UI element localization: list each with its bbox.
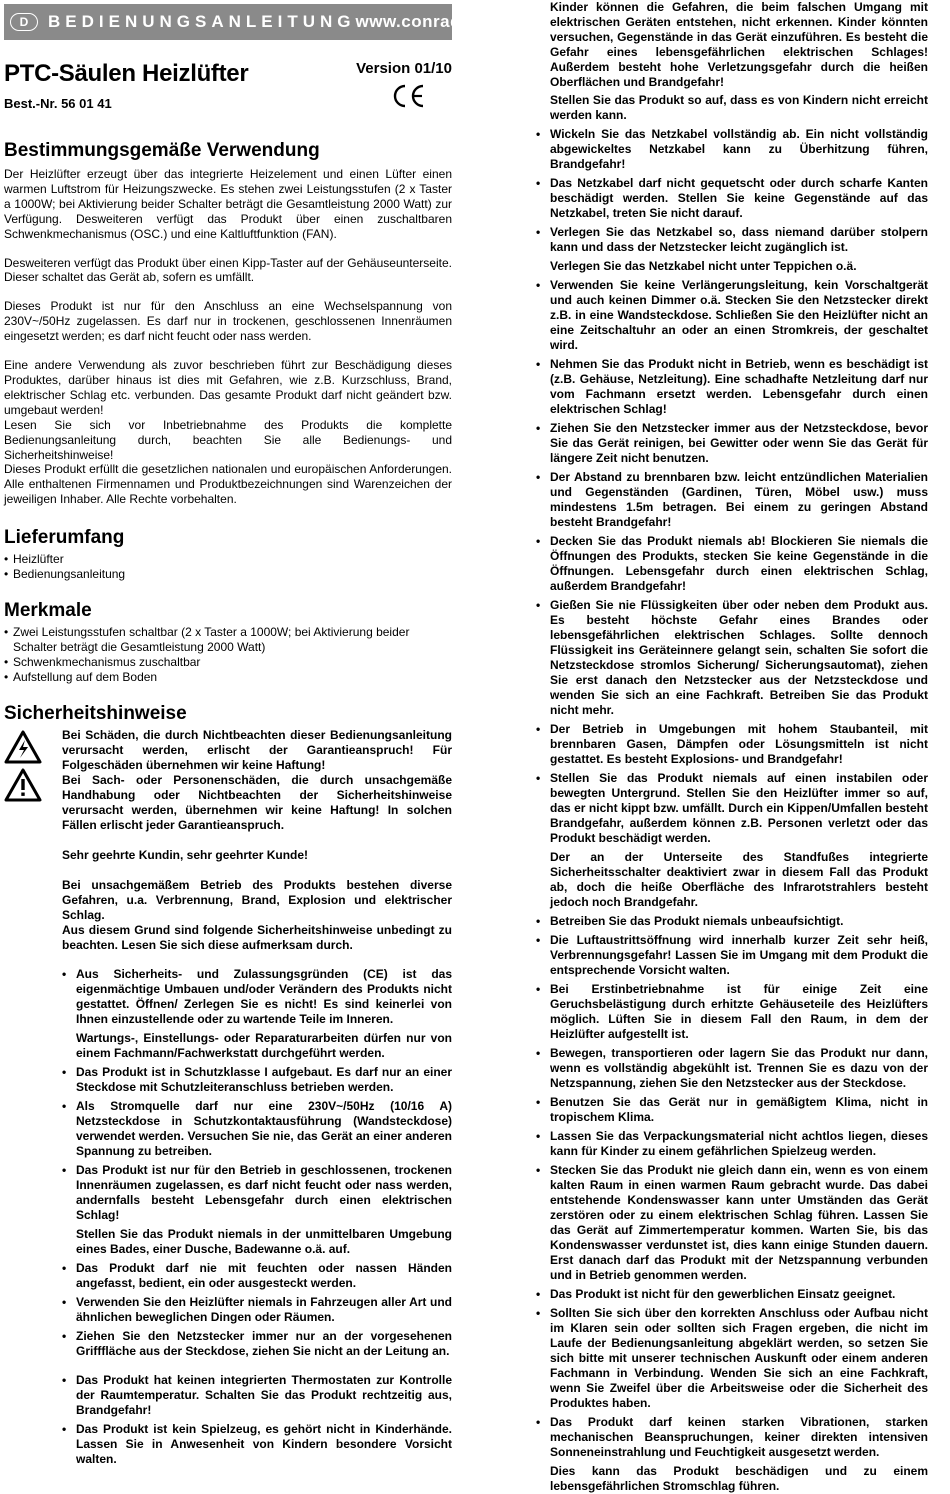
delivery-list	[4, 552, 452, 582]
usage-paragraph: Eine andere Verwendung als zuvor beschrieben führt zur Beschädigung dieses Produktes, darüber hinaus ist dies mit Gefahren, wie z.B. Kurzschluss, Brand, elektrischer Schlag etc. verbunden. Das gesamte Produkt darf nicht geändert bzw. umgebaut werden!	[4, 358, 452, 417]
list-item: • Der Abstand zu brennbaren bzw. leicht entzündlichen Materialien und Gegenständen (Gardinen, Türen, Möbel usw.) muss mindestens 1.5m betragen. Bei einem zu geringen Abstand besteht Brandgefahr!	[536, 470, 928, 530]
list-item: • Das Produkt ist nur für den Betrieb in geschlossenen, trockenen Innenräumen zugelassen, es darf nicht feucht oder nass werden, andernfalls besteht Lebensgefahr durch einen elektrischen Schlag! Stellen Sie das Produkt niemals in der unmittelbaren Umgebung eines Bades, einer Dusche, Badewanne o.ä. auf.	[62, 1163, 452, 1257]
list-item: • Das Produkt ist kein Spielzeug, es gehört nicht in Kinderhände. Lassen Sie in Anwesenheit von Kindern besondere Vorsicht walten.	[62, 1422, 452, 1467]
usage-heading: Bestimmungsgemäße Verwendung	[4, 140, 320, 161]
safety-heading: Sicherheitshinweise	[4, 702, 187, 724]
list-item: • Ziehen Sie den Netzstecker immer nur an der vorgesehenen Grifffläche aus der Steckdose, ziehen Sie nicht an der Leitung an.	[62, 1329, 452, 1359]
list-item: • Benutzen Sie das Gerät nur in gemäßigtem Klima, nicht in tropischem Klima.	[536, 1095, 928, 1125]
features-heading: Merkmale	[4, 599, 92, 621]
list-item: • Lassen Sie das Verpackungsmaterial nicht achtlos liegen, dieses kann für Kinder zu einem gefährlichen Spielzeug werden.	[536, 1129, 928, 1159]
usage-section	[4, 140, 452, 507]
list-item: • Zwei Leistungsstufen schaltbar (2 x Taster a 1000W; bei Aktivierung beider Schalter beträgt die Gesamtleistung 2000 Watt)	[4, 625, 452, 655]
safety-list-left	[62, 967, 452, 1467]
usage-paragraph: Dieses Produkt ist nur für den Anschluss an eine Wechselspannung von 230V~/50Hz zugelassen. Es darf nur in trockenen, geschlossenen Innenräumen eingesetzt werden; es darf nicht feucht oder nass werden.	[4, 299, 452, 344]
language-badge: D	[10, 13, 38, 31]
product-title: PTC-Säulen Heizlüfter	[4, 60, 249, 87]
list-item: • Verlegen Sie das Netzkabel so, dass niemand darüber stolpern kann und dass der Netzstecker leicht zugänglich ist. Verlegen Sie das Netzkabel nicht unter Teppichen o.ä.	[536, 225, 928, 274]
electric-warning-icon	[4, 730, 42, 764]
greeting: Sehr geehrte Kundin, sehr geehrter Kunde!	[62, 847, 309, 862]
ce-mark-icon	[390, 82, 426, 110]
list-item: • Der Betrieb in Umgebungen mit hohem Staubanteil, mit brennbaren Gasen, Dämpfen oder Lösungsmitteln ist nicht gestattet. Es besteht Explosions- und Brandgefahr!	[536, 722, 928, 767]
features-list	[4, 625, 452, 685]
list-item: • Sollten Sie sich über den korrekten Anschluss oder Aufbau nicht im Klaren sein oder sollten sich Fragen ergeben, die nicht im Laufe der Bedienungsanleitung abgeklärt werden, so setzen Sie sich bitte mit unserer technischen Auskunft oder einem anderen Fachmann in Verbindung. Wenden Sie sich an eine Fachkraft, wenn Sie Zweifel über die Arbeitsweise oder die Sicherheit des Produktes haben.	[536, 1306, 928, 1411]
header-banner	[4, 4, 503, 40]
list-item: • Wickeln Sie das Netzkabel vollständig ab. Ein nicht vollständig abgewickeltes Netzkabel kann zu Überhitzung führen, Brandgefahr!	[536, 127, 928, 172]
attention-text: Aus diesem Grund sind folgende Sicherheitshinweise unbedingt zu beachten. Lesen Sie sich diese aufmerksam durch.	[62, 922, 452, 952]
usage-paragraph: Dieses Produkt erfüllt die gesetzlichen nationalen und europäischen Anforderungen. Alle enthaltenen Firmennamen und Produktbezeichnungen sind Warenzeichen der jeweiligen Inhaber. Alle Rechte vorbehalten.	[4, 462, 452, 507]
usage-paragraph: Lesen Sie sich vor Inbetriebnahme des Produkts die komplette Bedienungsanleitung durch, beachten Sie alle Bedienungs- und Sicherheitshinweise!	[4, 417, 452, 462]
list-item: • Decken Sie das Produkt niemals ab! Blockieren Sie niemals die Öffnungen des Produkts, stecken Sie keine Gegenstände in die Öffnungen. Lebensgefahr durch einen elektrischen Schlag, außerdem Brandgefahr!	[536, 534, 928, 594]
delivery-heading: Lieferumfang	[4, 527, 125, 549]
list-item: • Das Produkt ist nicht für den gewerblichen Einsatz geeignet.	[536, 1287, 928, 1302]
order-number: Best.-Nr. 56 01 41	[4, 96, 112, 111]
list-item: • Das Produkt darf nie mit feuchten oder nassen Händen angefasst, bedient, ein oder ausgesteckt werden.	[62, 1261, 452, 1291]
list-item: • Stellen Sie das Produkt niemals auf einen instabilen oder bewegten Untergrund. Stellen Sie den Heizlüfter immer so auf, das er nicht kippt bzw. umfällt. Durch ein Kippen/Umfallen besteht Brandgefahr, außerdem können z.B. Personen verletzt oder das Produkt beschädigt werden. Der an der Unterseite des Standfußes integrierte Sicherheitsschalter deaktiviert zwar in diesem Fall das Produkt ab, doch die heiße Oberfläche des Infrarotstrahlers besteht jedoch noch Brandgefahr.	[536, 771, 928, 910]
list-item: • Das Produkt ist in Schutzklasse I aufgebaut. Es darf nur an einer Steckdose mit Schutzleiteranschluss betrieben werden.	[62, 1065, 452, 1095]
list-item: • Als Stromquelle darf nur eine 230V~/50Hz (10/16 A) Netzsteckdose in Schutzkontaktausführung (Wandsteckdose) verwendet werden. Versuchen Sie nie, das Gerät an einer anderen Spannung zu betreiben.	[62, 1099, 452, 1159]
right-column	[536, 0, 928, 1494]
list-item: • Bewegen, transportieren oder lagern Sie das Produkt nur dann, wenn es vollständig abgekühlt ist. Trennen Sie es dazu von der Netzspannung, ziehen Sie den Netzstecker aus der Steckdose.	[536, 1046, 928, 1091]
title-row	[4, 40, 452, 122]
list-item: • Nehmen Sie das Produkt nicht in Betrieb, wenn es beschädigt ist (z.B. Gehäuse, Netzleitung). Eine schadhafte Netzleitung darf nur vom Fachmann ersetzt werden. Lebensgefahr durch einen elektrischen Schlag!	[536, 357, 928, 417]
features-section	[4, 600, 452, 685]
version-label: Version 01/10	[356, 60, 452, 77]
warranty-notice: Bei Schäden, die durch Nichtbeachten dieser Bedienungsanleitung verursacht werden, erlischt der Garantieanspruch! Für Folgeschäden übernehmen wir keine Haftung!	[62, 727, 452, 772]
list-item: • Die Luftaustrittsöffnung wird innerhalb kurzer Zeit sehr heiß, Verbrennungsgefahr! Lassen Sie im Umgang mit dem Produkt die entsprechende Vorsicht walten.	[536, 933, 928, 978]
left-column	[4, 4, 503, 1467]
list-item: • Das Produkt hat keinen integrierten Thermostaten zur Kontrolle der Raumtemperatur. Schalten Sie das Produkt rechtzeitig aus, Brandgefahr!	[62, 1373, 452, 1418]
safety-section	[4, 703, 452, 1467]
list-item: • Gießen Sie nie Flüssigkeiten über oder neben dem Produkt aus. Es besteht höchste Gefahr eines Brandes oder lebensgefährlichen elektrischen Schlages. Sollte dennoch Flüssigkeit ins Geräteinnere gelangt sein, schalten Sie sofort die Netzsteckdose stromlos Sicherung/ Sicherungsautomat), ziehen Sie erst danach den Netzstecker aus der Netzsteckdose und wenden Sie sich an eine Fachkraft. Betreiben Sie das Produkt nicht mehr.	[536, 598, 928, 718]
list-item: • Ziehen Sie den Netzstecker immer aus der Netzsteckdose, bevor Sie das Gerät reinigen, bei Gewitter oder wenn Sie das Gerät für längere Zeit nicht benutzen.	[536, 421, 928, 466]
list-item: • Schwenkmechanismus zuschaltbar	[4, 655, 452, 670]
usage-paragraph: Desweiteren verfügt das Produkt über einen Kipp-Taster auf der Gehäuseunterseite. Dieser schaltet das Gerät ab, sofern es umfällt.	[4, 255, 452, 285]
list-item: • Bei Erstinbetriebnahme ist für einige Zeit eine Geruchsbelästigung durch erhitzte Gehäuseteile des Heizlüfters möglich. Lüften Sie in diesem Fall den Raum, in dem der Heizlüfter aufgestellt ist.	[536, 982, 928, 1042]
liability-notice: Bei Sach- oder Personenschäden, die durch unsachgemäße Handhabung oder Nichtbeachten der Sicherheitshinweise verursacht werden, übernehmen wir keine Haftung! In solchen Fällen erlischt jeder Garantieanspruch.	[62, 772, 452, 832]
list-item: • Das Netzkabel darf nicht gequetscht oder durch scharfe Kanten beschädigt werden. Stellen Sie keine Gegenstände auf das Netzkabel, treten Sie nicht darauf.	[536, 176, 928, 221]
usage-paragraph: Der Heizlüfter erzeugt über das integrierte Heizelement und einen Lüfter einen warmen Luftstrom für Heizungszwecke. Es stehen zwei Leistungsstufen (2 x Taster a 1000W; bei Aktivierung beider Schalter beträgt die Gesamtleistung 2000 Watt) zur Verfügung. Desweiteren verfügt das Produkt über einen zuschaltbaren Schwenkmechanismus (OSC.) und eine Kaltluftfunktion (FAN).	[4, 167, 452, 241]
list-item: • Verwenden Sie keine Verlängerungsleitung, kein Vorschaltgerät und auch keinen Dimmer o.ä. Stecken Sie den Netzstecker direkt z.B. in eine Wandsteckdose. Schließen Sie den Heizlüfter nicht an eine Zeitschaltuhr an oder an einen Stromkreis, der geschaltet wird.	[536, 278, 928, 353]
delivery-section	[4, 527, 452, 582]
list-item: • Bedienungsanleitung	[4, 567, 452, 582]
list-item: • Aufstellung auf dem Boden	[4, 670, 452, 685]
website-url: www.conrad.com	[355, 12, 503, 31]
banner-title: BEDIENUNGSANLEITUNG	[48, 12, 356, 31]
list-item: • Aus Sicherheits- und Zulassungsgründen (CE) ist das eigenmächtige Umbauen und/oder Verändern des Produkts nicht gestattet. Öffnen/ Zerlegen Sie es nicht! Es sind keinerlei von Ihnen einzustellende oder zu wartende Teile im Inneren. Wartungs-, Einstellungs- oder Reparaturarbeiten dürfen nur von einem Fachmann/Fachwerkstatt durchgeführt werden.	[62, 967, 452, 1061]
caution-warning-icon	[4, 768, 42, 802]
list-item: • Heizlüfter	[4, 552, 452, 567]
list-item: • Stecken Sie das Produkt nie gleich dann ein, wenn es von einem kalten Raum in einen warmen Raum gebracht wurde. Das dabei entstehende Kondenswasser kann unter Umständen das Gerät zerstören oder zu einem elektrischen Schlag führen. Lassen Sie das Gerät auf Zimmertemperatur kommen. Warten Sie, bis das Kondenswasser verdunstet ist, dies kann einige Stunden dauern. Erst danach darf das Produkt mit der Netzspannung verbunden und in Betrieb genommen werden.	[536, 1163, 928, 1283]
list-item: • Das Produkt darf keinen starken Vibrationen, starken mechanischen Beanspruchungen, keiner direkten intensiven Sonneneinstrahlung und Feuchtigkeit ausgesetzt werden. Dies kann das Produkt beschädigen und zu einem lebensgefährlichen Stromschlag führen.	[536, 1415, 928, 1494]
safety-list-right	[536, 127, 928, 1494]
list-item: • Betreiben Sie das Produkt niemals unbeaufsichtigt.	[536, 914, 928, 929]
list-item: • Verwenden Sie den Heizlüfter niemals in Fahrzeugen aller Art und ähnlichen beweglichen Dingen oder Räumen.	[62, 1295, 452, 1325]
children-continuation: Kinder können die Gefahren, die beim falschen Umgang mit elektrischen Geräten entstehen, nicht erkennen. Kinder könnten versuchen, Gegenstände in das Gerät einzuführen. Es besteht die Gefahr eines lebensgefährlichen elektrischen Schlages! Außerdem besteht hohe Verletzungsgefahr durch die heißen Oberflächen und Brandgefahr! Stellen Sie das Produkt so auf, dass es von Kindern nicht erreicht werden kann.	[550, 0, 928, 123]
dangers-text: Bei unsachgemäßem Betrieb des Produkts bestehen diverse Gefahren, u.a. Verbrennung, Brand, Explosion und elektrischer Schlag.	[62, 877, 452, 922]
